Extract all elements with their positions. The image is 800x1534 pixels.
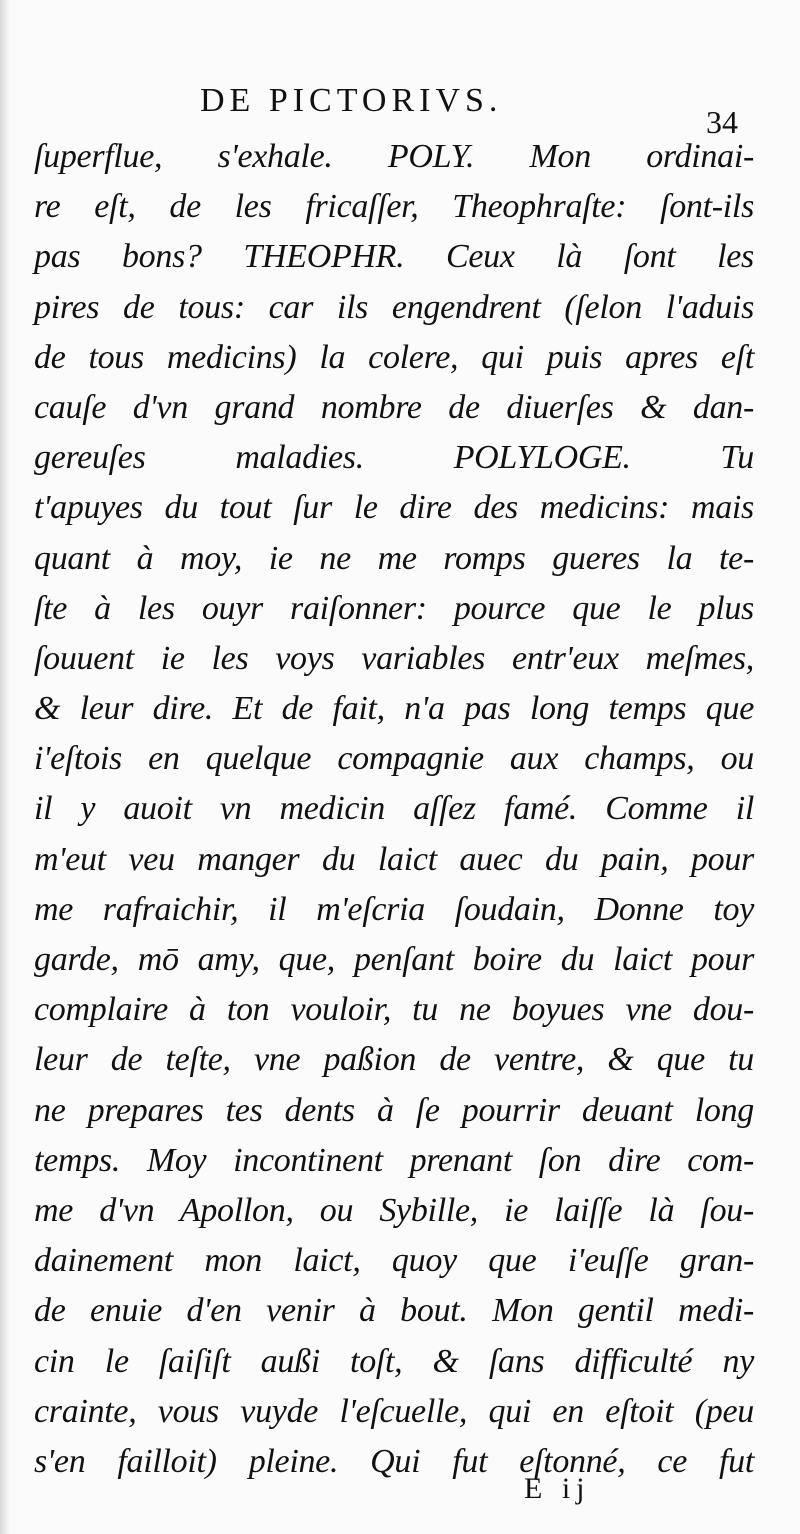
text-line: temps. Moy incontinent prenant ſon dire com-: [34, 1141, 754, 1179]
text-line: il y auoit vn medicin aſſez famé. Comme il: [34, 790, 754, 828]
page-number: 34: [706, 104, 738, 140]
text-line: ſte à les ouyr raiſonner: pource que le plus: [34, 589, 754, 627]
text-line: me rafraichir, il m'eſcria ſoudain, Donne toy: [34, 890, 754, 928]
text-line: ſouuent ie les voys variables entr'eux meſmes,: [34, 639, 754, 677]
text-line: garde, mō amy, que, penſant boire du laict pour: [34, 941, 754, 978]
text-line: dainement mon laict, quoy que i'euſſe gran-: [34, 1242, 754, 1280]
text-line: leur de teſte, vne paßion de ventre, & que tu: [34, 1041, 754, 1079]
text-line: quant à moy, ie ne me romps gueres la te-: [34, 539, 754, 577]
text-line: de enuie d'en venir à bout. Mon gentil medi-: [34, 1292, 754, 1330]
running-head-title: DE PICTORIVS.: [200, 82, 503, 119]
text-line: ſuperflue, s'exhale. POLY. Mon ordinai-: [34, 138, 754, 175]
text-line: me d'vn Apollon, ou Sybille, ie laiſſe là ſou-: [34, 1191, 754, 1229]
text-line: crainte, vous vuyde l'eſcuelle, qui en eſtoit (peu: [34, 1392, 754, 1430]
text-line: ne prepares tes dents à ſe pourrir deuant long: [34, 1091, 754, 1129]
text-line: cin le ſaiſiſt außi toſt, & ſans difficulté ny: [34, 1342, 754, 1380]
text-line: re eſt, de les fricaſſer, Theophraſte: ſont-ils: [34, 188, 754, 226]
text-line: cauſe d'vn grand nombre de diuerſes & dan-: [34, 388, 754, 426]
text-line: gereuſes maladies. POLYLOGE. Tu: [34, 439, 754, 477]
text-line: pas bons? THEOPHR. Ceux là ſont les: [34, 238, 754, 276]
text-line: s'en failloit) pleine. Qui fut eſtonné, ce fut: [34, 1442, 754, 1480]
text-line: m'eut veu manger du laict auec du pain, pour: [34, 840, 754, 878]
text-line: de tous medicins) la colere, qui puis apres eſt: [34, 338, 754, 376]
page-gutter-shadow: [0, 0, 10, 1534]
text-line: complaire à ton vouloir, tu ne boyues vne dou-: [34, 991, 754, 1029]
text-line: pires de tous: car ils engendrent (ſelon l'aduis: [34, 288, 754, 326]
text-line: t'apuyes du tout ſur le dire des medicins: mais: [34, 489, 754, 527]
body-text: [34, 132, 754, 1487]
text-line: & leur dire. Et de fait, n'a pas long temps que: [34, 690, 754, 728]
signature-mark: E ij: [524, 1472, 591, 1505]
running-head: [0, 78, 800, 140]
text-line: i'eſtois en quelque compagnie aux champs, ou: [34, 740, 754, 778]
